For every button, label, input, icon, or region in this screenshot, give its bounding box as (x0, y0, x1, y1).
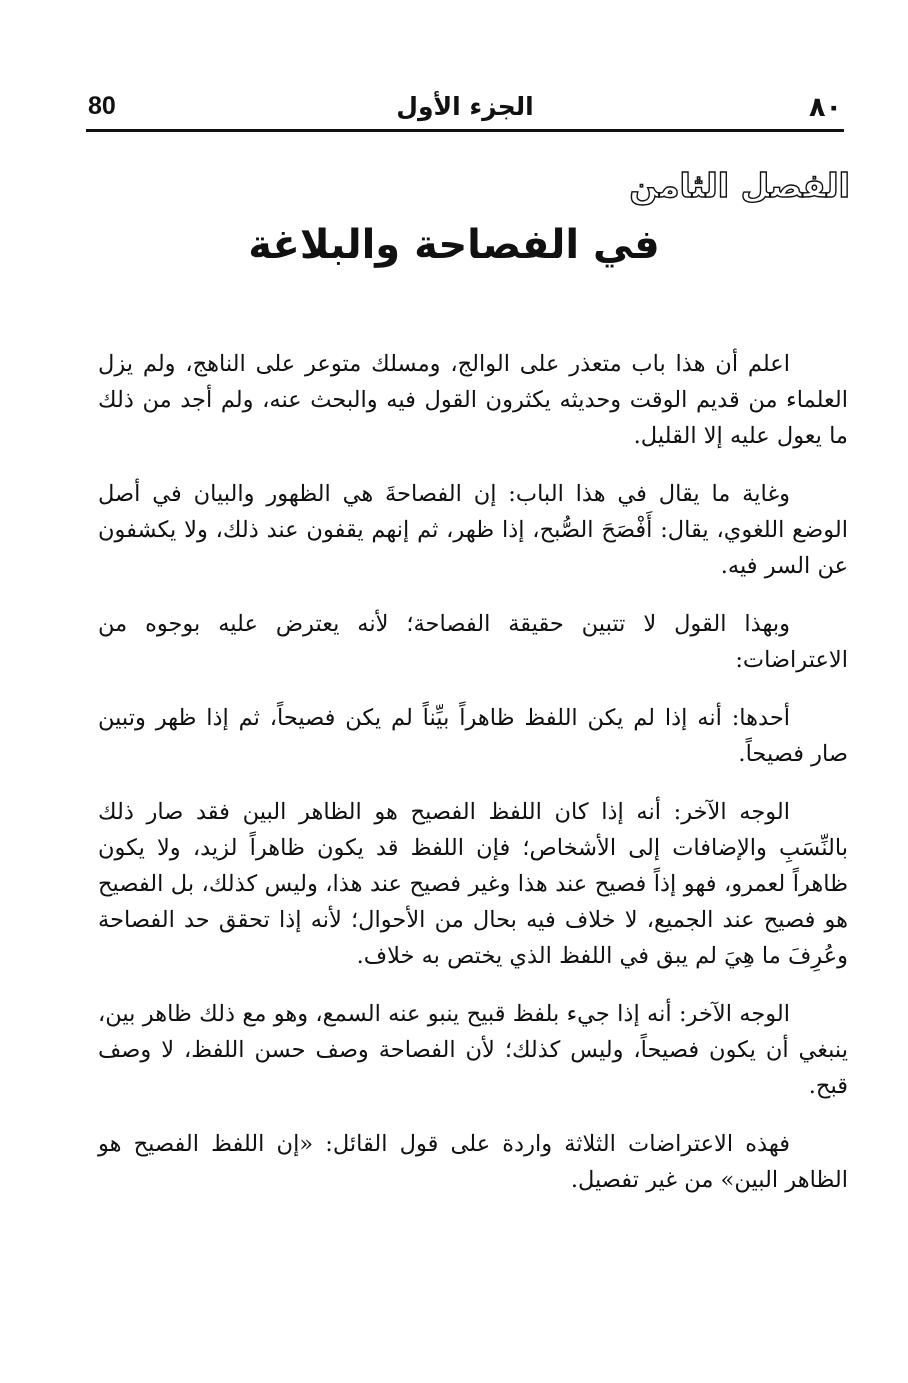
paragraph: أحدها: أنه إذا لم يكن اللفظ ظاهراً بيِّناً لم يكن فصيحاً، ثم إذا ظهر وتبين صار فصيحاً. (98, 705, 848, 767)
body-text (98, 346, 848, 1220)
chapter-label: الفصل الثامن (629, 166, 850, 205)
paragraph: الوجه الآخر: أنه إذا جيء بلفظ قبيح ينبو عنه السمع، وهو مع ذلك ظاهر بين، ينبغي أن يكون فصيحاً، وليس كذلك؛ لأن الفصاحة وصف حسن اللفظ، لا وصف قبح. (98, 1001, 848, 1099)
page-number-arabic: ٨٠ (809, 92, 842, 123)
paragraph: اعلم أن هذا باب متعذر على الوالج، ومسلك متوعر على الناهج، ولم يزل العلماء من قديم الوقت وحديثه يكثرون القول فيه والبحث عنه، ولم أجد من ذلك ما يعول عليه إلا القليل. (98, 351, 848, 449)
paragraph: وغاية ما يقال في هذا الباب: إن الفصاحةَ هي الظهور والبيان في أصل الوضع اللغوي، يقال: أَفْصَحَ الصُّبح، إذا ظهر، ثم إنهم يقفون عند ذلك، ولا يكشفون عن السر فيه. (98, 481, 848, 579)
paragraph: فهذه الاعتراضات الثلاثة واردة على قول القائل: «إن اللفظ الفصيح هو الظاهر البين» من غير تفصيل. (98, 1131, 848, 1193)
header-divider (86, 129, 844, 132)
paragraph: وبهذا القول لا تتبين حقيقة الفصاحة؛ لأنه يعترض عليه بوجوه من الاعتراضات: (98, 611, 848, 673)
page-header (88, 88, 842, 128)
chapter-title: في الفصاحة والبلاغة (248, 222, 660, 268)
paragraph: الوجه الآخر: أنه إذا كان اللفظ الفصيح هو الظاهر البين فقد صار ذلك بالنِّسَبِ والإضافات إلى الأشخاص؛ فإن اللفظ قد يكون ظاهراً لزيد، ولا يكون ظاهراً لعمرو، فهو إذاً فصيح عند هذا وغير فصيح عند هذا، وليس كذلك، بل الفصيح هو فصيح عند الجميع، لا خلاف فيه بحال من الأحوال؛ لأنه إذا تحقق حد الفصاحة وعُرِفَ ما هِيَ لم يبق في اللفظ الذي يختص به خلاف. (98, 799, 848, 969)
page-number-latin: 80 (88, 92, 116, 120)
running-title: الجزء الأول (396, 92, 534, 121)
